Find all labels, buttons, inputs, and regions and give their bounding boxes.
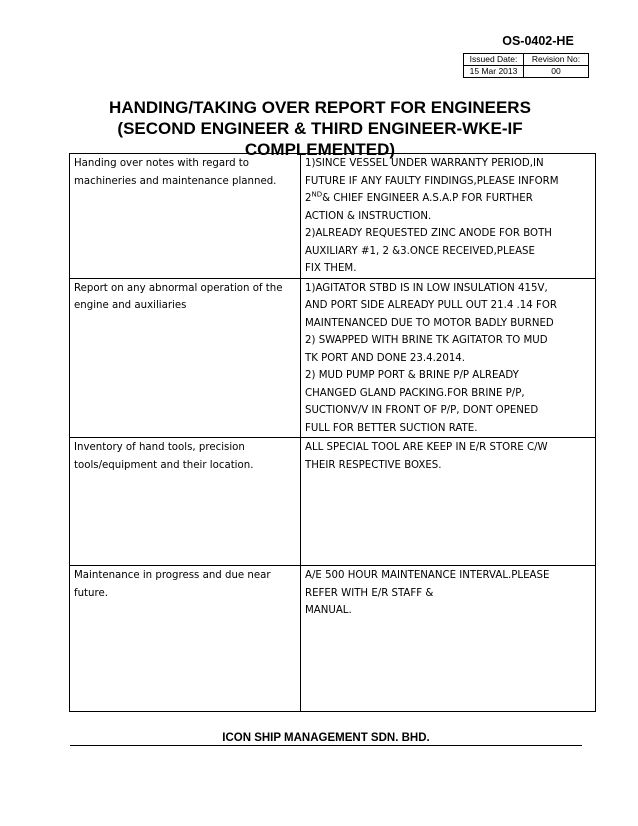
content-line: REFER WITH E/R STAFF &	[305, 587, 434, 599]
title-line: HANDING/TAKING OVER REPORT FOR ENGINEERS	[109, 98, 531, 117]
table-row	[70, 438, 596, 566]
title-line: COMPLEMENTED)	[244, 140, 396, 159]
revision-value: 00	[524, 66, 589, 78]
issued-date-value: 15 Mar 2013	[464, 66, 524, 78]
content-line: 2) MUD PUMP PORT & BRINE P/P ALREADY	[305, 370, 519, 381]
label-line: tools/equipment and their location.	[74, 459, 254, 471]
row-content	[301, 438, 596, 566]
table-row	[70, 278, 596, 438]
row-label	[70, 278, 301, 438]
label-line: engine and auxiliaries	[74, 300, 187, 311]
content-line: MANUAL.	[305, 605, 352, 616]
label-line: Report on any abnormal operation of the	[74, 282, 283, 294]
content-line	[305, 190, 591, 208]
handover-report-table	[69, 153, 596, 712]
row-content	[301, 566, 596, 712]
document-code: OS-0402-HE	[502, 34, 574, 48]
report-title	[60, 97, 580, 160]
content-line: ALL SPECIAL TOOL ARE KEEP IN E/R STORE C/W	[305, 442, 548, 453]
content-line: THEIR RESPECTIVE BOXES.	[305, 459, 442, 471]
content-line: FIX THEM.	[305, 263, 357, 274]
table-row	[70, 566, 596, 712]
content-line: FUTURE IF ANY FAULTY FINDINGS,PLEASE INFORM	[305, 175, 559, 187]
row-content	[301, 154, 596, 279]
content-line: SUCTIONV/V IN FRONT OF P/P, DONT OPENED	[305, 405, 539, 416]
content-line: TK PORT AND DONE 23.4.2014.	[305, 352, 466, 364]
footer-divider	[70, 745, 582, 746]
label-line: Handing over notes with regard to	[74, 158, 250, 169]
content-line: FULL FOR BETTER SUCTION RATE.	[305, 422, 478, 434]
content-line: AND PORT SIDE ALREADY PULL OUT 21.4 .14 FOR	[305, 300, 557, 311]
issued-date-label: Issued Date:	[464, 54, 524, 66]
row-content	[301, 278, 596, 438]
content-line: 1)SINCE VESSEL UNDER WARRANTY PERIOD,IN	[305, 158, 544, 169]
label-line: Inventory of hand tools, precision	[74, 442, 245, 453]
row-label	[70, 438, 301, 566]
content-line: AUXILIARY #1, 2 &3.ONCE RECEIVED,PLEASE	[305, 245, 535, 257]
ordinal-suffix: ND	[311, 190, 323, 199]
content-line: A/E 500 HOUR MAINTENANCE INTERVAL.PLEASE	[305, 570, 550, 581]
content-line: ACTION & INSTRUCTION.	[305, 210, 432, 222]
label-line: machineries and maintenance planned.	[74, 175, 277, 187]
company-name: ICON SHIP MANAGEMENT SDN. BHD.	[222, 732, 430, 744]
content-line: 1)AGITATOR STBD IS IN LOW INSULATION 415V,	[305, 282, 548, 294]
table-row	[70, 154, 596, 279]
content-line: 2) SWAPPED WITH BRINE TK AGITATOR TO MUD	[305, 335, 548, 346]
ordinal-number: 2	[305, 193, 312, 204]
label-line: Maintenance in progress and due near	[74, 570, 271, 581]
row-label	[70, 566, 301, 712]
revision-label: Revision No:	[524, 54, 589, 66]
content-line: 2)ALREADY REQUESTED ZINC ANODE FOR BOTH	[305, 228, 552, 239]
content-line: CHANGED GLAND PACKING.FOR BRINE P/P,	[305, 387, 525, 399]
label-line: future.	[74, 587, 108, 599]
issue-info-table	[463, 53, 589, 78]
content-text: & CHIEF ENGINEER A.S.A.P FOR FURTHER	[322, 193, 533, 204]
row-label	[70, 154, 301, 279]
title-line: (SECOND ENGINEER & THIRD ENGINEER-WKE-IF	[117, 119, 523, 138]
content-line: MAINTENANCED DUE TO MOTOR BADLY BURNED	[305, 317, 554, 329]
